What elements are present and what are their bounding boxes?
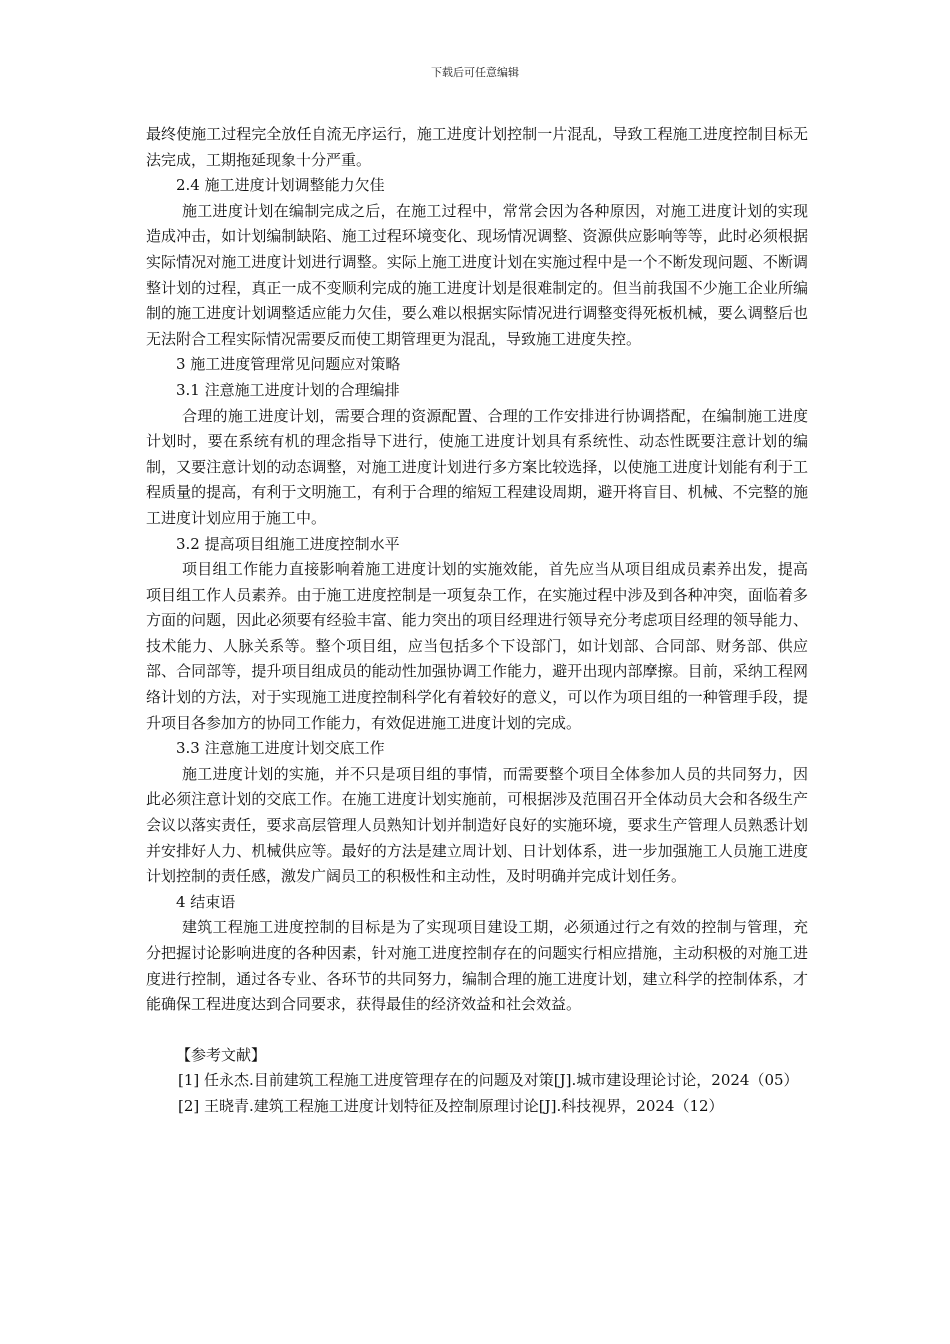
references-title: 【参考文献】: [176, 1045, 267, 1064]
paragraph: 施工进度计划的实施，并不只是项目组的事情，而需要整个项目全体参加人员的共同努力，因此必须注意计划的交底工作。在施工进度计划实施前，可根据涉及范围召开全体动员大会和各级生产会议以落实责任，要求高层管理人员熟知计划并制造好良好的实施环境，要求生产管理人员熟悉计划并安排好人力、机械供应等。最好的方法是建立周计划、日计划体系，进一步加强施工人员施工进度计划控制的责任感，激发广阔员工的积极性和主动性，及时明确并完成计划任务。: [146, 764, 808, 886]
section-heading-3: 3 施工进度管理常见问题应对策略: [176, 355, 401, 374]
reference-item: [2] 王晓青.建筑工程施工进度计划特征及控制原理讨论[J].科技视界，2024（12）: [178, 1096, 724, 1115]
document-body: [146, 122, 808, 1120]
page-header: 下载后可任意编辑: [431, 66, 519, 79]
section-heading-3-3: 3.3 注意施工进度计划交底工作: [176, 739, 385, 758]
reference-item: [1] 任永杰.目前建筑工程施工进度管理存在的问题及对策[J].城市建设理论讨论，2024（05）: [178, 1071, 799, 1090]
paragraph: 建筑工程施工进度控制的目标是为了实现项目建设工期，必须通过行之有效的控制与管理，充分把握讨论影响进度的各种因素，针对施工进度控制存在的问题实行相应措施，主动积极的对施工进度进行控制，通过各专业、各环节的共同努力，编制合理的施工进度计划，建立科学的控制体系，才能确保工程进度达到合同要求，获得最佳的经济效益和社会效益。: [146, 918, 808, 1014]
paragraph: 合理的施工进度计划，需要合理的资源配置、合理的工作安排进行协调搭配，在编制施工进度计划时，要在系统有机的理念指导下进行，使施工进度计划具有系统性、动态性既要注意计划的编制，又要注意计划的动态调整，对施工进度计划进行多方案比较选择，以使施工进度计划能有利于工程质量的提高，有利于文明施工，有利于合理的缩短工程建设周期，避开将盲目、机械、不完整的施工进度计划应用于施工中。: [146, 406, 808, 527]
paragraph: 项目组工作能力直接影响着施工进度计划的实施效能，首先应当从项目组成员素养出发，提高项目组工作人员素养。由于施工进度控制是一项复杂工作，在实施过程中涉及到各种冲突，面临着多方面的问题，因此必须要有经验丰富、能力突出的项目经理进行领导充分考虑项目经理的领导能力、技术能力、人脉关系等。整个项目组，应当包括多个下设部门，如计划部、合同部、财务部、供应部、合同部等，提升项目组成员的能动性加强协调工作能力，避开出现内部摩擦。目前，采纳工程网络计划的方法，对于实现施工进度控制科学化有着较好的意义，可以作为项目组的一种管理手段，提升项目各参加方的协同工作能力，有效促进施工进度计划的完成。: [146, 560, 808, 732]
paragraph: 最终使施工过程完全放任自流无序运行，施工进度计划控制一片混乱，导致工程施工进度控制目标无法完成，工期拖延现象十分严重。: [146, 125, 808, 169]
spacer: [146, 1018, 808, 1043]
section-heading-4: 4 结束语: [176, 892, 236, 911]
paragraph: 施工进度计划在编制完成之后，在施工过程中，常常会因为各种原因，对施工进度计划的实现造成冲击，如计划编制缺陷、施工过程环境变化、现场情况调整、资源供应影响等等，此时必须根据实际情况对施工进度计划进行调整。实际上施工进度计划在实施过程中是一个不断发现问题、不断调整计划的过程，真正一成不变顺利完成的施工进度计划是很难制定的。但当前我国不少施工企业所编制的施工进度计划调整适应能力欠佳，要么难以根据实际情况进行调整变得死板机械，要么调整后也无法附合工程实际情况需要反而使工期管理更为混乱，导致施工进度失控。: [146, 201, 808, 348]
section-heading-2-4: 2.4 施工进度计划调整能力欠佳: [176, 176, 385, 195]
section-heading-3-1: 3.1 注意施工进度计划的合理编排: [176, 380, 400, 399]
section-heading-3-2: 3.2 提高项目组施工进度控制水平: [176, 534, 400, 553]
